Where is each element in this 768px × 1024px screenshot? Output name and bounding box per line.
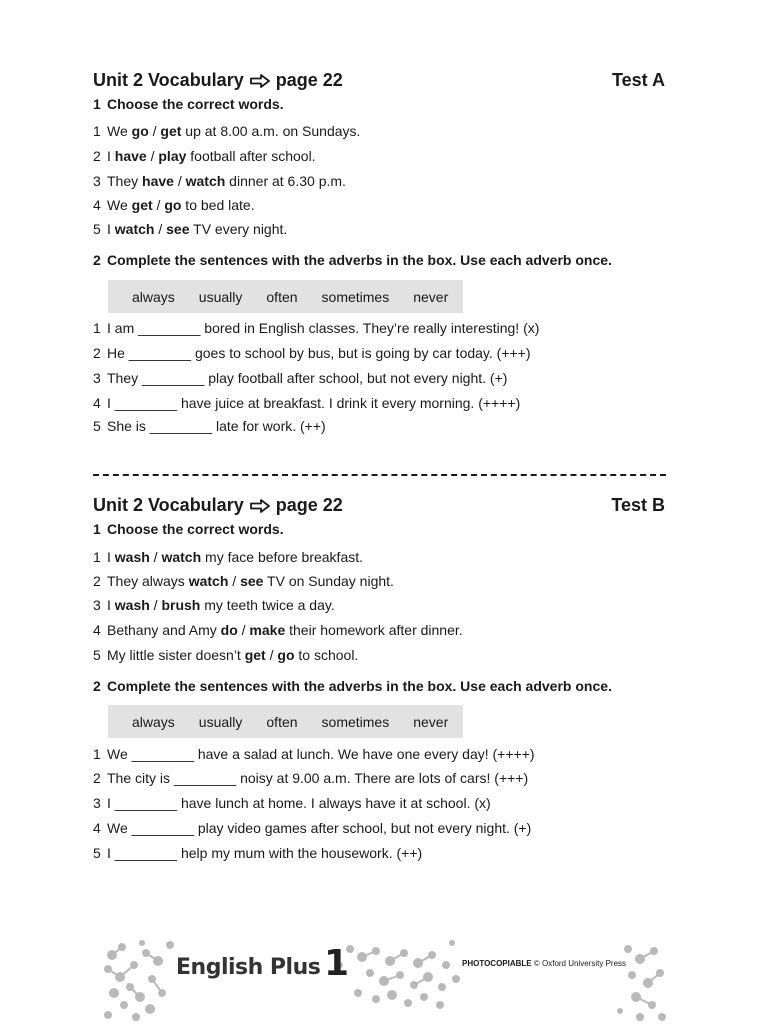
test-b-ex2-item: 2 The city is ________ noisy at 9.00 a.m. There are lots of cars! (+++)	[93, 770, 529, 786]
adverb-word: always	[132, 288, 175, 305]
test-a-ex1-item: 4 We get / go to bed late.	[93, 197, 255, 213]
test-a-label: Test A	[611, 70, 665, 90]
test-a-page-ref: page 22	[275, 70, 343, 90]
adverb-word: sometimes	[321, 713, 390, 730]
adverb-word: never	[413, 713, 449, 730]
test-b-ex1-item: 1 I wash / watch my face before breakfast.	[93, 549, 364, 565]
test-a-ex1-item: 5 I watch / see TV every night.	[93, 221, 288, 237]
test-a-ex2-heading: 2 Complete the sentences with the adverbs in the box. Use each adverb once.	[93, 252, 612, 268]
test-b-ex1-heading: 1 Choose the correct words.	[93, 521, 284, 537]
test-a-ex2-item: 4 I ________ have juice at breakfast. I drink it every morning. (++++)	[93, 395, 521, 411]
test-b-label: Test B	[611, 495, 665, 515]
adverb-word: often	[266, 713, 298, 730]
english-plus-logo-number: 1	[324, 943, 350, 984]
test-b-ex2-item: 1 We ________ have a salad at lunch. We have one every day! (++++)	[93, 746, 535, 762]
test-a-ex2-item: 5 She is ________ late for work. (++)	[93, 418, 326, 434]
test-b-ex1-item: 5 My little sister doesn’t get / go to school.	[93, 647, 359, 663]
adverb-word: usually	[198, 288, 243, 305]
test-a-ex2-item: 1 I am ________ bored in English classes. They’re really interesting! (x)	[93, 320, 540, 336]
test-a-title	[93, 70, 343, 91]
adverb-word: never	[413, 288, 449, 305]
adverb-word: always	[132, 713, 175, 730]
adverb-word: often	[266, 288, 298, 305]
test-a-ex2-item: 2 He ________ goes to school by bus, but is going by car today. (+++)	[93, 345, 531, 361]
test-b-ex1-item: 4 Bethany and Amy do / make their homework after dinner.	[93, 622, 463, 638]
test-b-unit-title: Unit 2 Vocabulary	[93, 495, 244, 515]
test-a-ex1-item: 3 They have / watch dinner at 6.30 p.m.	[93, 173, 346, 189]
test-b-page-ref: page 22	[275, 495, 343, 515]
test-b-ex2-item: 5 I ________ help my mum with the housework. (++)	[93, 845, 423, 861]
photocopiable-notice: PHOTOCOPIABLE © Oxford University Press	[462, 959, 627, 968]
test-a-ex1-item: 2 I have / play football after school.	[93, 148, 316, 164]
test-b-ex1-item: 2 They always watch / see TV on Sunday night.	[93, 573, 394, 589]
test-a-unit-title: Unit 2 Vocabulary	[93, 70, 244, 90]
test-b-header	[93, 495, 665, 519]
test-b-ex2-heading: 2 Complete the sentences with the adverbs in the box. Use each adverb once.	[93, 678, 612, 694]
test-a-ex2-item: 3 They ________ play football after school, but not every night. (+)	[93, 370, 508, 386]
adverb-word: sometimes	[321, 288, 390, 305]
cut-line-divider	[93, 474, 666, 476]
test-b-ex1-item: 3 I wash / brush my teeth twice a day.	[93, 597, 335, 613]
test-a-header	[93, 70, 665, 94]
test-a-adverb-box	[108, 280, 463, 313]
outline-arrow-icon	[250, 74, 270, 88]
outline-arrow-icon	[250, 499, 270, 513]
footer-branding	[100, 935, 670, 1024]
test-b-title	[93, 495, 343, 516]
english-plus-logo: English Plus	[176, 955, 321, 980]
adverb-word: usually	[198, 713, 243, 730]
test-b-adverb-box	[108, 705, 463, 738]
test-a-ex1-heading: 1 Choose the correct words.	[93, 96, 284, 112]
test-b-ex2-item: 3 I ________ have lunch at home. I always have it at school. (x)	[93, 795, 491, 811]
test-a-ex1-item: 1 We go / get up at 8.00 a.m. on Sundays.	[93, 123, 361, 139]
test-b-ex2-item: 4 We ________ play video games after school, but not every night. (+)	[93, 820, 532, 836]
